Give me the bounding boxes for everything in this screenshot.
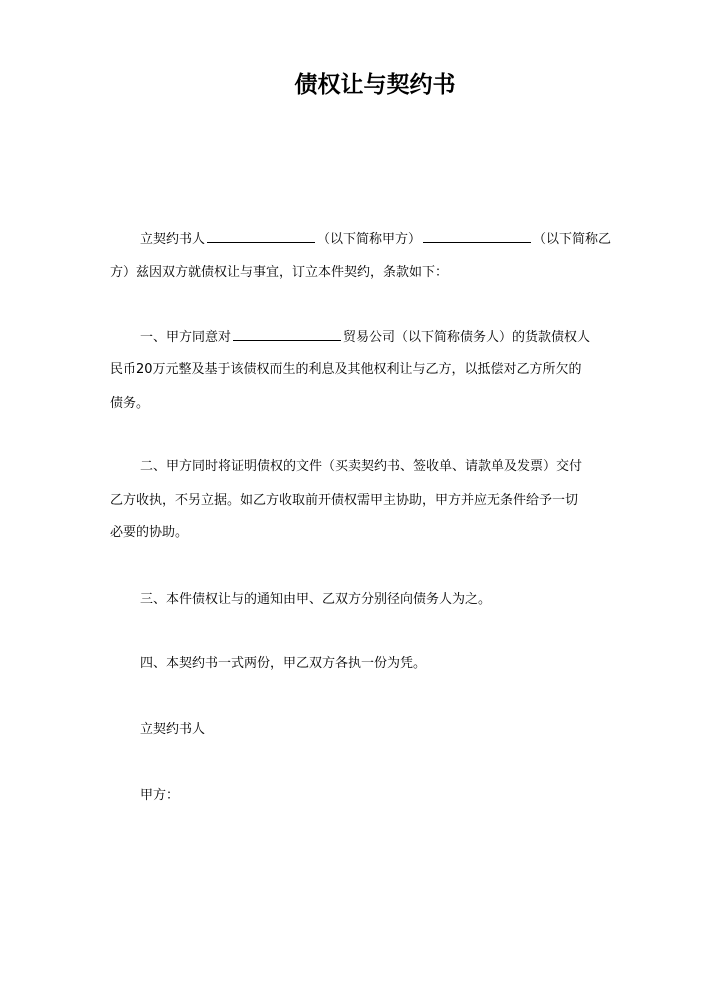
- clause1-line-2: 民币20万元整及基于该债权而生的利息及其他权利让与乙方，以抵偿对乙方所欠的: [110, 362, 582, 377]
- clause2-line-3: 必要的协助。: [110, 525, 189, 540]
- intro-line-1: [140, 231, 611, 248]
- clause2-line-2: 乙方收执，不另立据。如乙方收取前开债权需甲主协助，甲方并应无条件给予一切: [110, 493, 579, 508]
- signature-label: 立契约书人: [140, 722, 206, 737]
- intro-line-2: 方）兹因双方就债权让与事宜，订立本件契约，条款如下：: [110, 265, 449, 280]
- intro-text-a: 立契约书人: [140, 232, 206, 247]
- clause1-line-3: 债务。: [110, 396, 150, 411]
- clause2-line-1: 二、甲方同时将证明债权的文件（买卖契约书、签收单、请款单及发票）交付: [140, 459, 583, 474]
- clause1-line-1: [140, 329, 590, 346]
- clause3-line: 三、本件债权让与的通知由甲、乙双方分别径向债务人为之。: [140, 592, 492, 607]
- party-a-signature: 甲方：: [140, 788, 180, 803]
- clause4-line: 四、本契约书一式两份，甲乙双方各执一份为凭。: [140, 656, 427, 671]
- party-b-blank: [423, 231, 531, 243]
- intro-text-c: （以下简称乙: [533, 232, 612, 247]
- document-title: 债权让与契约书: [294, 72, 456, 98]
- debtor-name-blank: [233, 329, 341, 341]
- clause1-text-b: 贸易公司（以下简称债务人）的货款债权人: [343, 330, 591, 345]
- party-a-blank: [207, 231, 315, 243]
- clause1-text-a: 一、甲方同意对: [140, 330, 232, 345]
- intro-text-b: （以下简称甲方）: [317, 232, 422, 247]
